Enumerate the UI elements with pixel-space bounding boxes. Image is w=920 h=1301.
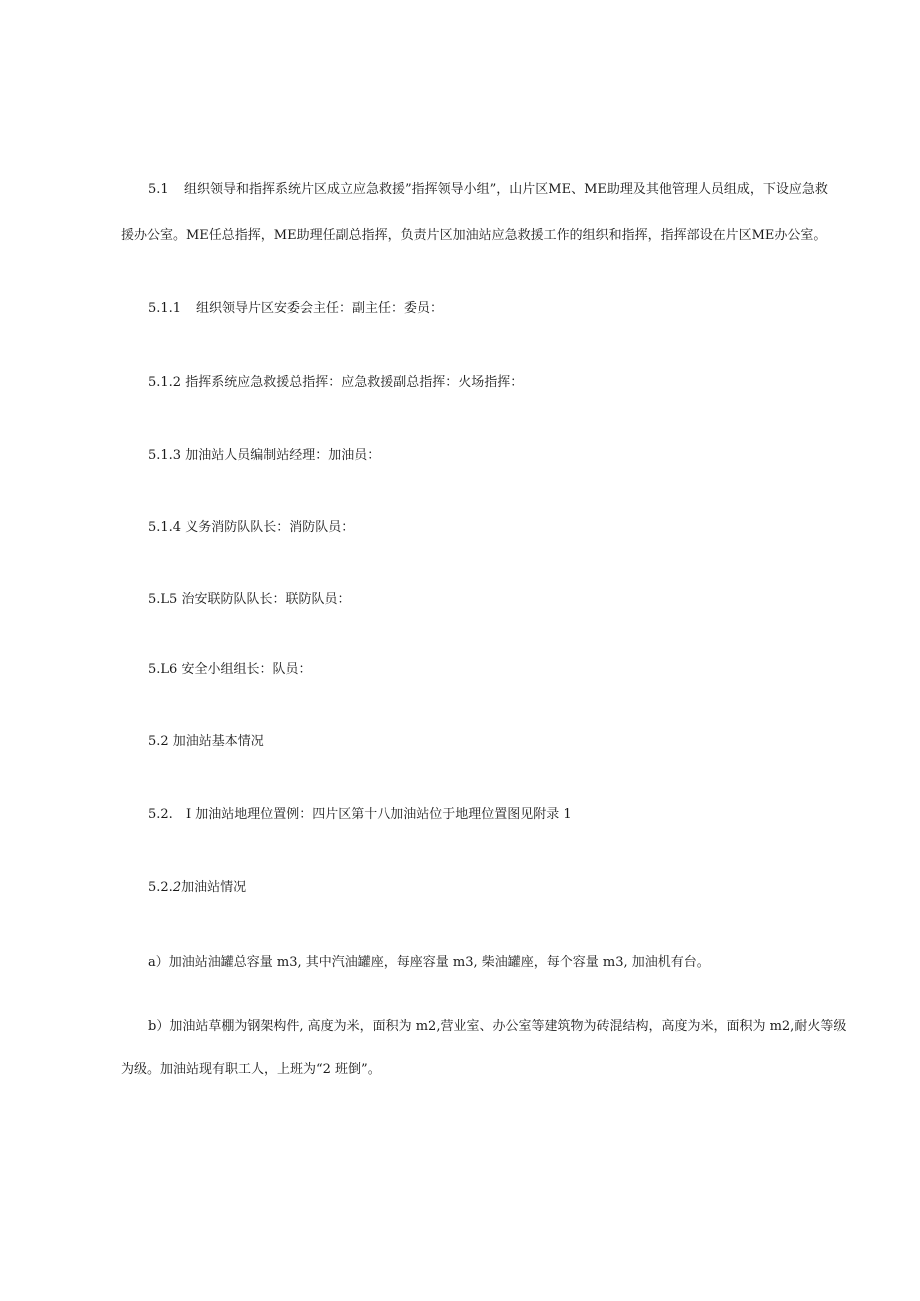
- section-number: 5.1: [148, 182, 169, 197]
- section-number: 5.1.1: [148, 301, 182, 316]
- paragraph-5-1-line-1: [148, 183, 828, 196]
- paragraph-text: 5.1.4 义务消防队队长：消防队员：: [148, 520, 355, 535]
- paragraph-5-1-6: [148, 663, 311, 676]
- paragraph-text: 加油站情况: [181, 880, 247, 895]
- section-number: 5.2.: [148, 807, 173, 822]
- paragraph-text: 5.1.2 指挥系统应急救援总指挥：应急救援副总指挥：火场指挥：: [148, 375, 524, 390]
- paragraph-text: 组织领导片区安委会主任：副主任：委员：: [196, 301, 444, 316]
- section-number-italic: 2: [172, 880, 182, 895]
- paragraph-5-1-line-2: [121, 229, 826, 242]
- paragraph-5-2-2: [148, 881, 246, 894]
- paragraph-5-1-3: [148, 449, 380, 462]
- paragraph-text: 5.L6 安全小组组长：队员：: [148, 662, 312, 677]
- paragraph-text: a）加油站油罐总容量 m3, 其中汽油罐座，每座容量 m3, 柴油罐座，每个容量 m3, 加油机有台。: [148, 955, 710, 970]
- paragraph-text: 5.1.3 加油站人员编制站经理：加油员：: [148, 448, 381, 463]
- paragraph-5-1-4: [148, 521, 354, 534]
- paragraph-5-1-2: [148, 376, 523, 389]
- paragraph-b-line-2: [121, 1063, 381, 1076]
- paragraph-5-1-5: [148, 593, 350, 606]
- paragraph-a: [148, 956, 710, 969]
- paragraph-b-line-1: [148, 1020, 846, 1033]
- paragraph-text: 为级。加油站现有职工人，上班为“2 班倒”。: [121, 1062, 381, 1077]
- paragraph-text: 援办公室。ME任总指挥，ME助理任副总指挥，负责片区加油站应急救援工作的组织和指挥，指挥部设在片区ME办公室。: [121, 228, 827, 243]
- paragraph-text: b）加油站草棚为钢架构件, 高度为米，面积为 m2,营业室、办公室等建筑物为砖混结构，高度为米，面积为 m2,耐火等级: [148, 1019, 847, 1034]
- paragraph-5-1-1: [148, 302, 443, 315]
- paragraph-text: 5.L5 治安联防队队长：联防队员：: [148, 592, 351, 607]
- section-heading-5-2: [148, 735, 264, 748]
- paragraph-text: 5.2 加油站基本情况: [148, 734, 264, 749]
- paragraph-5-2-1: [148, 808, 572, 821]
- paragraph-text: I 加油站地理位置例：四片区第十八加油站位于地理位置图见附录 1: [186, 807, 572, 822]
- section-number: 5.2.: [148, 880, 173, 895]
- paragraph-text: 组织领导和指挥系统片区成立应急救援”指挥领导小组”，山片区ME、ME助理及其他管理人员组成，下设应急救: [184, 182, 828, 197]
